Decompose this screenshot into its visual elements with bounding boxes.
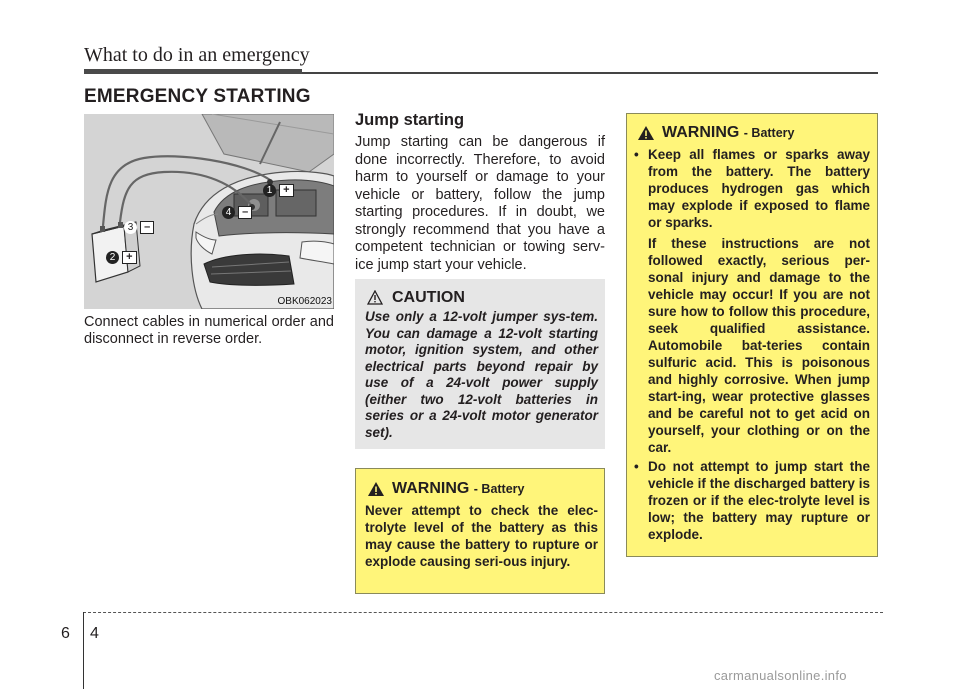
- footer-rule: [83, 612, 883, 613]
- caution-text: Use only a 12-volt jumper sys-tem. You can damage a 12-volt starting motor, ignition system, and other electrical parts beyond repair by use of a 24-volt power supply (either two 12-volt batteries in series or a 24-volt motor generator set).: [365, 309, 598, 440]
- warning-label: WARNING: [392, 480, 470, 497]
- warning-item-instructions: If these instructions are not followed exactly, serious per-sonal injury and damage to the vehicle may occur! If you are not sure how to follow this procedure, seek qualified assistance. Automobile bat-teries contain sulfuric acid. This is poisonous and highly corrosive. When jump start-ing, wear protective glasses and be careful not to get acid on yourself, your clothing or on the car.: [648, 236, 870, 455]
- warning-subtitle: - Battery: [473, 482, 525, 496]
- warning-triangle-filled-icon: [637, 125, 655, 146]
- page-number: 4: [90, 625, 99, 642]
- warning-subtitle: - Battery: [743, 126, 795, 140]
- running-head: What to do in an emergency: [84, 44, 310, 66]
- car-engine-drawing: [84, 114, 334, 309]
- section-title: EMERGENCY STARTING: [84, 86, 311, 107]
- warning-item-flames: Keep all flames or sparks away from the battery. The battery produces hydrogen gas which may explode if exposed to flame or sparks.: [648, 147, 870, 230]
- figure-caption: Connect cables in numerical order and disconnect in reverse order.: [84, 314, 334, 347]
- jump-starting-body: Jump starting can be dangerous if done incorrectly. Therefore, to avoid harm to yourself or damage to your vehicle or battery, follow the jump starting procedures. If in doubt, we strongly recommend that you have a competent technician or towing serv-ice jump start your vehicle.: [355, 134, 605, 273]
- warning-item-frozen: Do not attempt to jump start the vehicle if the discharged battery is frozen or if the elec-trolyte level is low; the battery may rupture or explode.: [648, 459, 870, 542]
- warning-title-battery: [662, 124, 795, 142]
- list-item: [634, 146, 870, 456]
- warning-text-electrolyte: Never attempt to check the elec-trolyte level of the battery as this may cause the battery to rupture or explode causing seri-ous injury.: [365, 503, 598, 569]
- list-item: [634, 458, 870, 543]
- callout-4: 4 –: [222, 206, 252, 219]
- caution-triangle-outline-icon: [367, 290, 383, 310]
- jump-start-illustration: [84, 114, 334, 309]
- watermark: carmanualsonline.info: [714, 668, 847, 683]
- chapter-number: 6: [61, 625, 70, 642]
- bullet: •: [634, 147, 639, 162]
- warning-triangle-filled-icon: [367, 481, 385, 502]
- callout-2: 2 +: [106, 251, 137, 264]
- warning-title-electrolyte: [392, 480, 525, 498]
- warning-label: WARNING: [662, 124, 740, 141]
- bullet: •: [634, 459, 639, 474]
- jump-starting-heading: Jump starting: [355, 111, 465, 129]
- callout-3: 3 –: [124, 221, 154, 234]
- warning-list-battery: [634, 146, 870, 543]
- caution-title: CAUTION: [392, 289, 465, 306]
- callout-1: 1 +: [263, 184, 294, 197]
- footer-vertical-rule: [83, 612, 84, 689]
- figure-code: OBK062023: [277, 296, 332, 307]
- header-rule-tab: [84, 69, 302, 74]
